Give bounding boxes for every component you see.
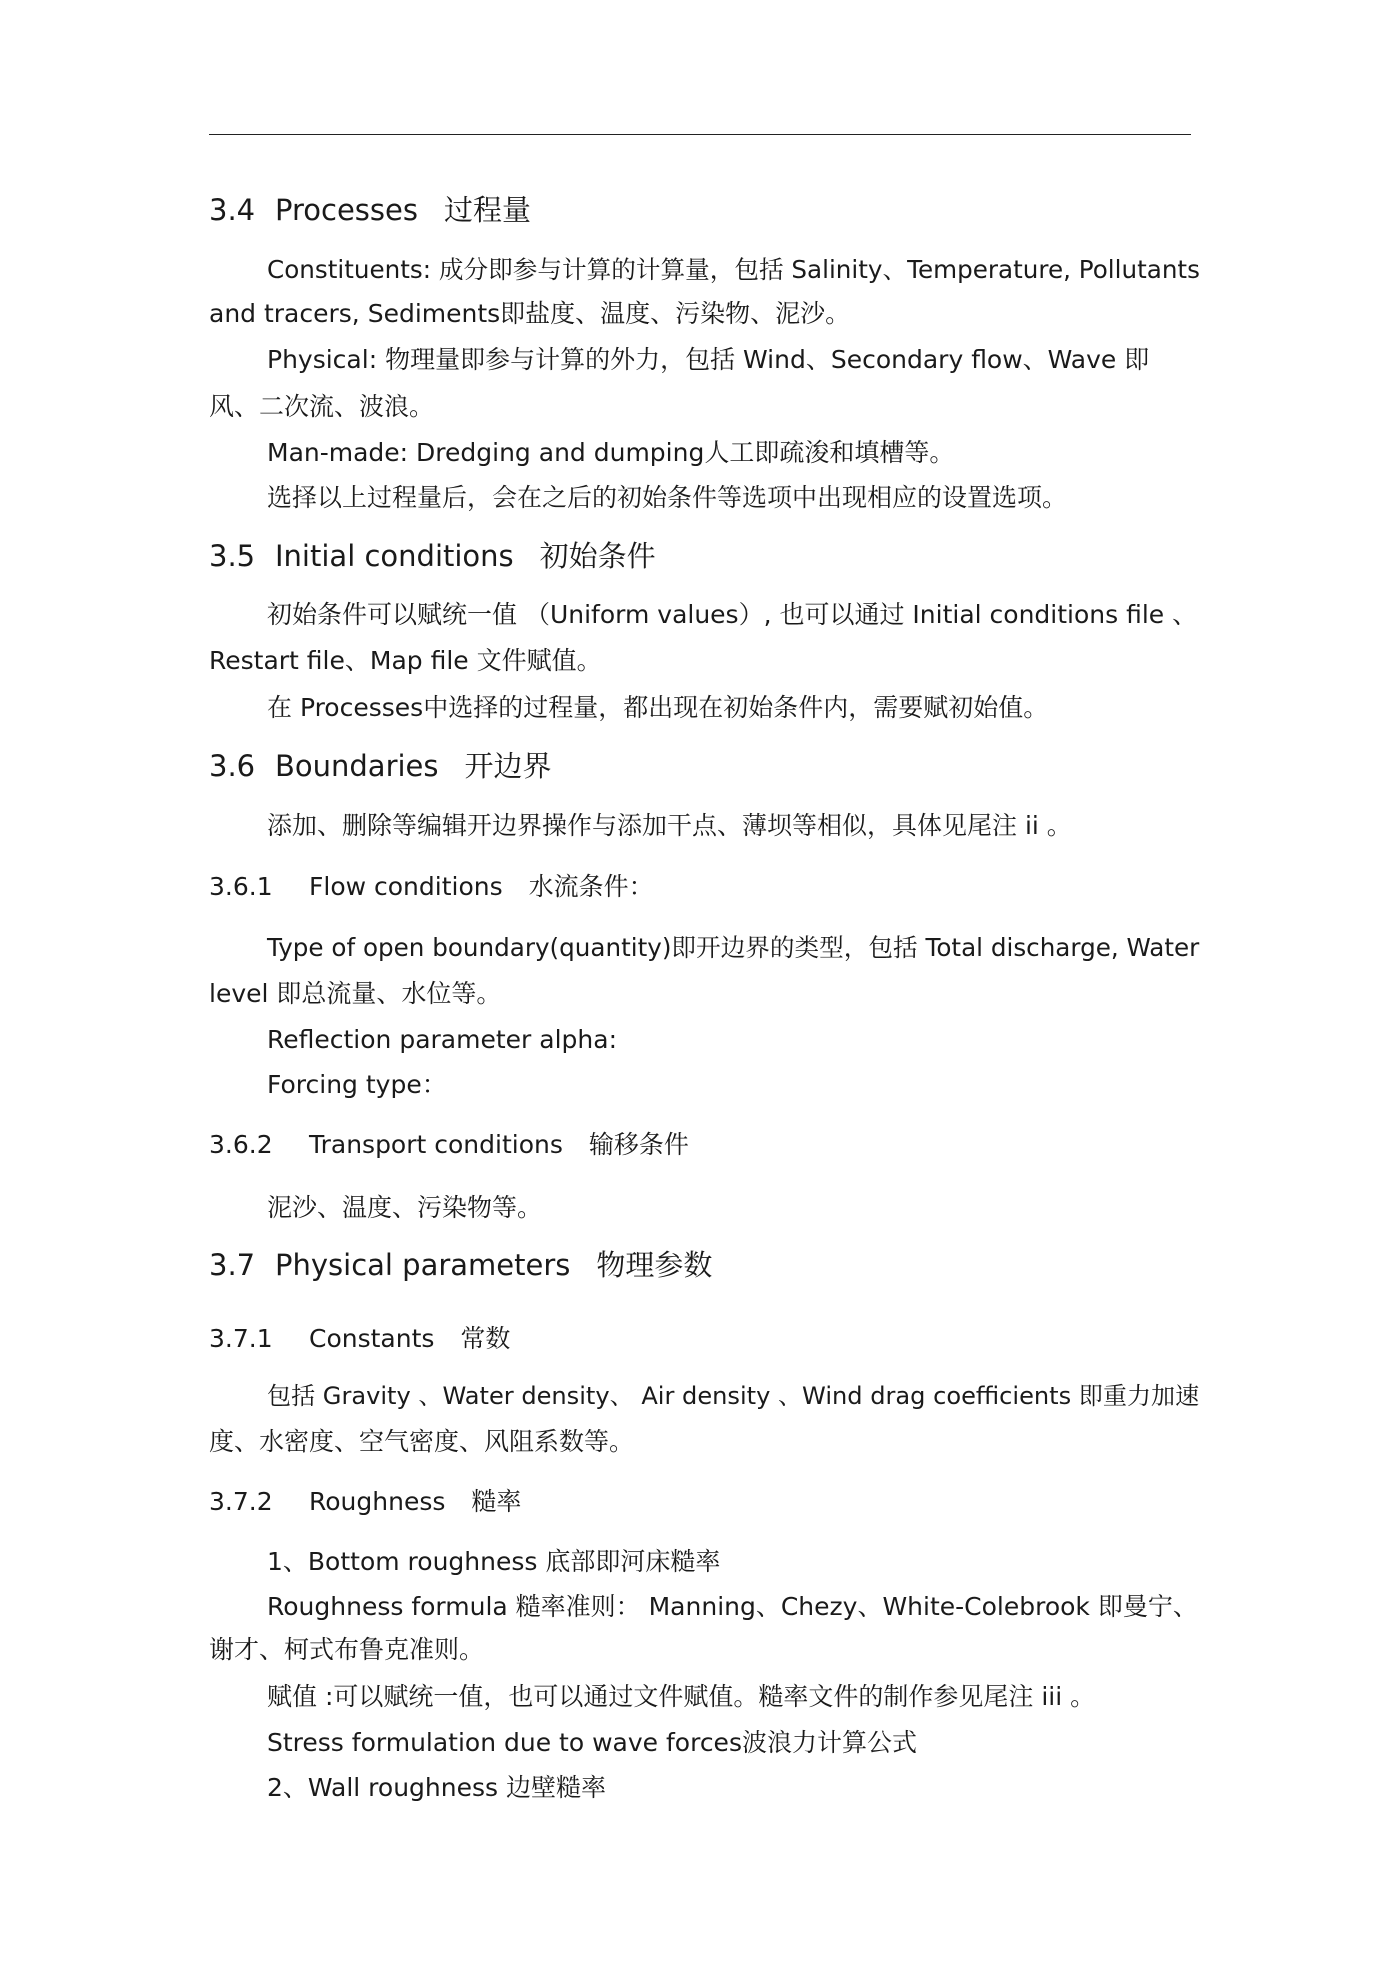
section-title-zh: 物理参数 [596, 1248, 713, 1282]
section-number: 3.7.2 [209, 1487, 273, 1516]
section-title-en: Boundaries [275, 749, 439, 783]
section-number: 3.7.1 [209, 1324, 273, 1353]
paragraph-line: 泥沙、温度、污染物等。 [267, 1193, 543, 1222]
section-title-en: Transport conditions [309, 1130, 563, 1159]
section-title-en: Initial conditions [275, 539, 514, 573]
paragraph-line: 选择以上过程量后，会在之后的初始条件等选项中出现相应的设置选项。 [267, 483, 1068, 512]
paragraph-line: 1、Bottom roughness 底部即河床糙率 [267, 1547, 721, 1576]
header-rule [209, 134, 1191, 135]
paragraph-line: 初始条件可以赋统一值 （Uniform values）, 也可以通过 Initial conditions file 、 [267, 600, 1198, 629]
subsection-heading-3-7-1 [209, 1323, 510, 1355]
paragraph-line: Stress formulation due to wave forces波浪力计算公式 [267, 1728, 917, 1757]
section-title-zh: 开边界 [464, 749, 552, 783]
paragraph-line: 赋值 :可以赋统一值，也可以通过文件赋值。糙率文件的制作参见尾注 iii 。 [267, 1682, 1096, 1711]
section-heading-3-4 [209, 192, 531, 228]
paragraph-line: Man-made: Dredging and dumping人工即疏浚和填槽等。 [267, 438, 955, 467]
section-title-zh: 输移条件 [588, 1130, 689, 1159]
paragraph-line: 风、二次流、波浪。 [209, 392, 435, 421]
section-title-zh: 糙率 [471, 1487, 522, 1516]
paragraph-line: 谢才、柯式布鲁克准则。 [209, 1635, 485, 1664]
section-title-en: Roughness [309, 1487, 446, 1516]
subsection-heading-3-6-2 [209, 1129, 689, 1161]
paragraph-line: Constituents: 成分即参与计算的计算量，包括 Salinity、Temperature, Pollutants [267, 255, 1200, 284]
section-heading-3-5 [209, 538, 656, 574]
section-title-en: Constants [309, 1324, 435, 1353]
paragraph-line: Reflection parameter alpha: [267, 1025, 617, 1054]
section-title-zh: 初始条件 [539, 539, 656, 573]
section-number: 3.7 [209, 1248, 256, 1282]
section-number: 3.5 [209, 539, 256, 573]
paragraph-line: Roughness formula 糙率准则： Manning、Chezy、White-Colebrook 即曼宁、 [267, 1592, 1198, 1621]
section-title-en: Physical parameters [275, 1248, 571, 1282]
paragraph-line: 2、Wall roughness 边壁糙率 [267, 1773, 606, 1802]
section-number: 3.6 [209, 749, 256, 783]
paragraph-line: 度、水密度、空气密度、风阻系数等。 [209, 1427, 635, 1456]
paragraph-line: and tracers, Sediments即盐度、温度、污染物、泥沙。 [209, 299, 851, 328]
section-title-zh: 水流条件： [528, 872, 654, 901]
section-title-zh: 常数 [460, 1324, 511, 1353]
section-title-en: Flow conditions [309, 872, 503, 901]
section-heading-3-6 [209, 748, 552, 784]
subsection-heading-3-6-1 [209, 871, 654, 903]
subsection-heading-3-7-2 [209, 1486, 521, 1518]
paragraph-line: Restart file、Map file 文件赋值。 [209, 646, 602, 675]
paragraph-line: 在 Processes中选择的过程量，都出现在初始条件内，需要赋初始值。 [267, 693, 1049, 722]
section-number: 3.6.2 [209, 1130, 273, 1159]
paragraph-line: Physical: 物理量即参与计算的外力，包括 Wind、Secondary flow、Wave 即 [267, 345, 1150, 374]
paragraph-line: Forcing type： [267, 1070, 447, 1099]
section-number: 3.4 [209, 193, 256, 227]
section-number: 3.6.1 [209, 872, 273, 901]
section-title-en: Processes [275, 193, 418, 227]
section-heading-3-7 [209, 1247, 712, 1283]
paragraph-line: level 即总流量、水位等。 [209, 979, 502, 1008]
paragraph-line: 包括 Gravity 、Water density、 Air density 、Wind drag coefficients 即重力加速 [267, 1382, 1200, 1410]
paragraph-line: Type of open boundary(quantity)即开边界的类型，包括 Total discharge, Water [267, 933, 1200, 962]
paragraph-line: 添加、删除等编辑开边界操作与添加干点、薄坝等相似，具体见尾注 ii 。 [267, 811, 1072, 840]
section-title-zh: 过程量 [443, 193, 531, 227]
